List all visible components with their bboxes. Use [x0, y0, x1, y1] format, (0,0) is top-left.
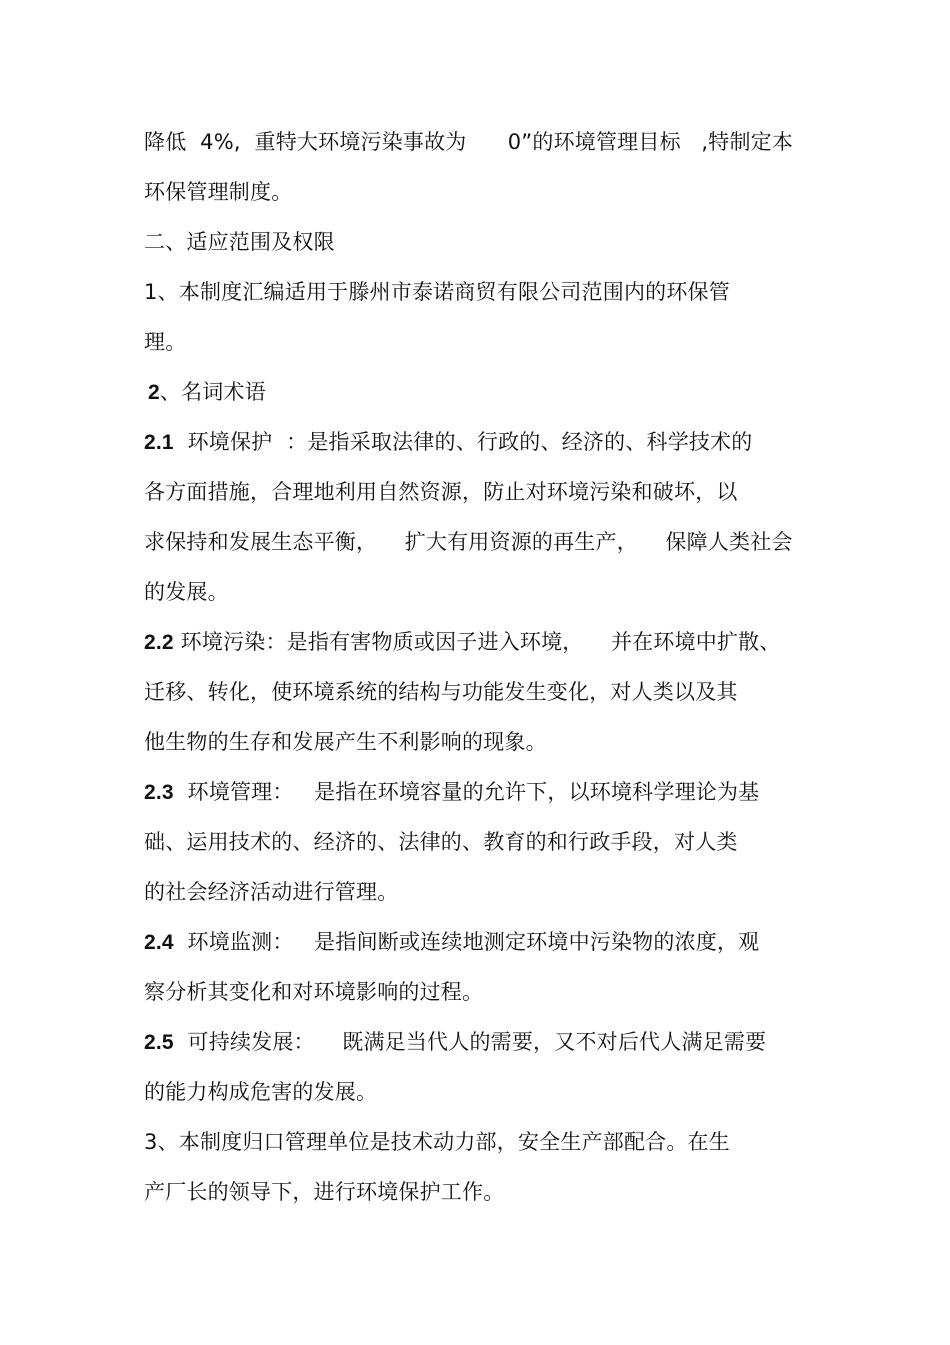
paragraph-line: 的社会经济活动进行管理。 [144, 880, 399, 904]
paragraph-line: 降低 4%, 重特大环境污染事故为 0”的环境管理目标 ,特制定本 [144, 130, 794, 154]
section-number: 2.4 [144, 931, 174, 954]
definition-text: 环境污染：是指有害物质或因子进入环境， 并在环境中扩散、 [173, 630, 781, 654]
section-number: 2.5 [144, 1031, 174, 1054]
paragraph-line: 的发展。 [144, 580, 229, 604]
definition-text: 可持续发展： 既满足当代人的需要，又不对后代人满足需要 [173, 1030, 767, 1054]
paragraph-line: 础、运用技术的、经济的、法律的、教育的和行政手段，对人类 [144, 830, 738, 854]
paragraph-line: 迁移、转化，使环境系统的结构与功能发生变化，对人类以及其 [144, 680, 738, 704]
definition-text: 环境管理： 是指在环境容量的允许下，以环境科学理论为基 [173, 780, 760, 804]
paragraph-line: 环保管理制度。 [144, 180, 293, 204]
paragraph-line: 3、本制度归口管理单位是技术动力部，安全生产部配合。在生 [144, 1130, 730, 1154]
paragraph-line: 1、本制度汇编适用于滕州市泰诺商贸有限公司范围内的环保管 [144, 280, 730, 304]
paragraph-line: 他生物的生存和发展产生不利影响的现象。 [144, 730, 547, 754]
section-heading: 二、适应范围及权限 [144, 230, 335, 254]
section-number: 2.1 [144, 431, 174, 454]
paragraph-line: 求保持和发展生态平衡， 扩大有用资源的再生产， 保障人类社会 [144, 530, 793, 554]
definition-line [144, 778, 759, 807]
definition-line [144, 628, 781, 657]
paragraph-line: 察分析其变化和对环境影响的过程。 [144, 980, 484, 1004]
paragraph-line: 的能力构成危害的发展。 [144, 1080, 378, 1104]
section-number: 2.2 [144, 631, 174, 654]
paragraph-line: 理。 [144, 330, 187, 354]
definition-text: 环境保护 ：是指采取法律的、行政的、经济的、科学技术的 [187, 430, 753, 454]
definition-line [144, 428, 753, 457]
subsection-heading [148, 378, 266, 407]
paragraph-line: 各方面措施，合理地利用自然资源，防止对环境污染和破坏，以 [144, 480, 738, 504]
section-number: 2 [148, 381, 160, 404]
definition-line [144, 1028, 766, 1057]
section-title: 、名词术语 [159, 380, 266, 404]
definition-text: 环境监测： 是指间断或连续地测定环境中污染物的浓度，观 [173, 930, 760, 954]
section-number: 2.3 [144, 781, 174, 804]
paragraph-line: 产厂长的领导下，进行环境保护工作。 [144, 1180, 505, 1204]
definition-line [144, 928, 759, 957]
